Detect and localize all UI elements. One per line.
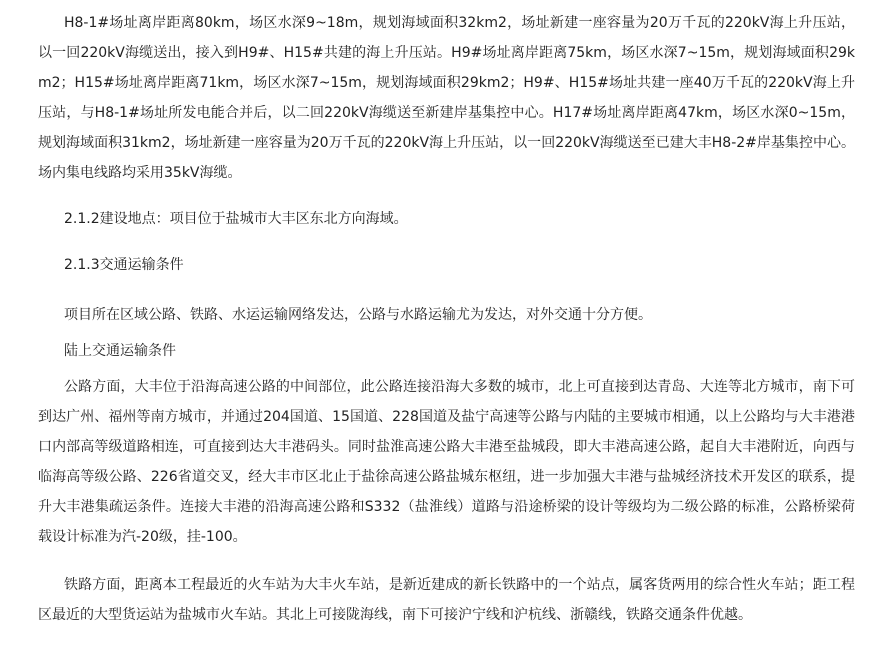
subheading-land-transport: 陆上交通运输条件 [64, 343, 176, 359]
paragraph-construction-location: 2.1.2建设地点：项目位于盐城市大丰区东北方向海域。 [64, 211, 408, 227]
paragraph-highway: 公路方面，大丰位于沿海高速公路的中间部位，此公路连接沿海大多数的城市，北上可直接到达青岛、大连等北方城市，南下可到达广州、福州等南方城市，并通过204国道、15国道、228国道及盐宁高速等公路与内陆的主要城市相通，以上公路均与大丰港港口内部高等级道路相连，可直接到达大丰港码头。同时盐淮高速公路大丰港至盐城段，即大丰港高速公路，起自大丰港附近，向西与临海高等级公路、226省道交叉，经大丰市区北止于盐徐高速公路盐城东枢纽，进一步加强大丰港与盐城经济技术开发区的联系，提升大丰港集疏运条件。连接大丰港的沿海高速公路和S332（盐淮线）道路与沿途桥梁的设计等级均为二级公路的标准，公路桥梁荷载设计标准为汽-20级，挂-100。 [38, 379, 855, 545]
paragraph-railway: 铁路方面，距离本工程最近的火车站为大丰火车站，是新近建成的新长铁路中的一个站点，属客货两用的综合性火车站；距工程区最近的大型货运站为盐城市火车站。其北上可接陇海线，南下可接沪宁线和沪杭线、浙赣线，铁路交通条件优越。 [38, 577, 855, 623]
paragraph-site-overview: H8-1#场址离岸距离80km，场区水深9~18m，规划海域面积32km2，场址新建一座容量为20万千瓦的220kV海上升压站，以一回220kV海缆送出，接入到H9#、H15#共建的海上升压站。H9#场址离岸距离75km，场区水深7~15m，规划海域面积29km2；H15#场址离岸距离71km，场区水深7~15m，规划海域面积29km2；H9#、H15#场址共建一座40万千瓦的220kV海上升压站，与H8-1#场址所发电能合并后，以二回220kV海缆送至新建岸基集控中心。H17#场址离岸距离47km，场区水深0~15m，规划海域面积31km2，场址新建一座容量为20万千瓦的220kV海上升压站，以一回220kV海缆送至已建大丰H8-2#岸基集控中心。场内集电线路均采用35kV海缆。 [38, 15, 855, 181]
paragraph-transport-summary: 项目所在区域公路、铁路、水运运输网络发达，公路与水路运输尤为发达，对外交通十分方便。 [64, 307, 652, 323]
section-heading-transport: 2.1.3交通运输条件 [64, 257, 184, 273]
